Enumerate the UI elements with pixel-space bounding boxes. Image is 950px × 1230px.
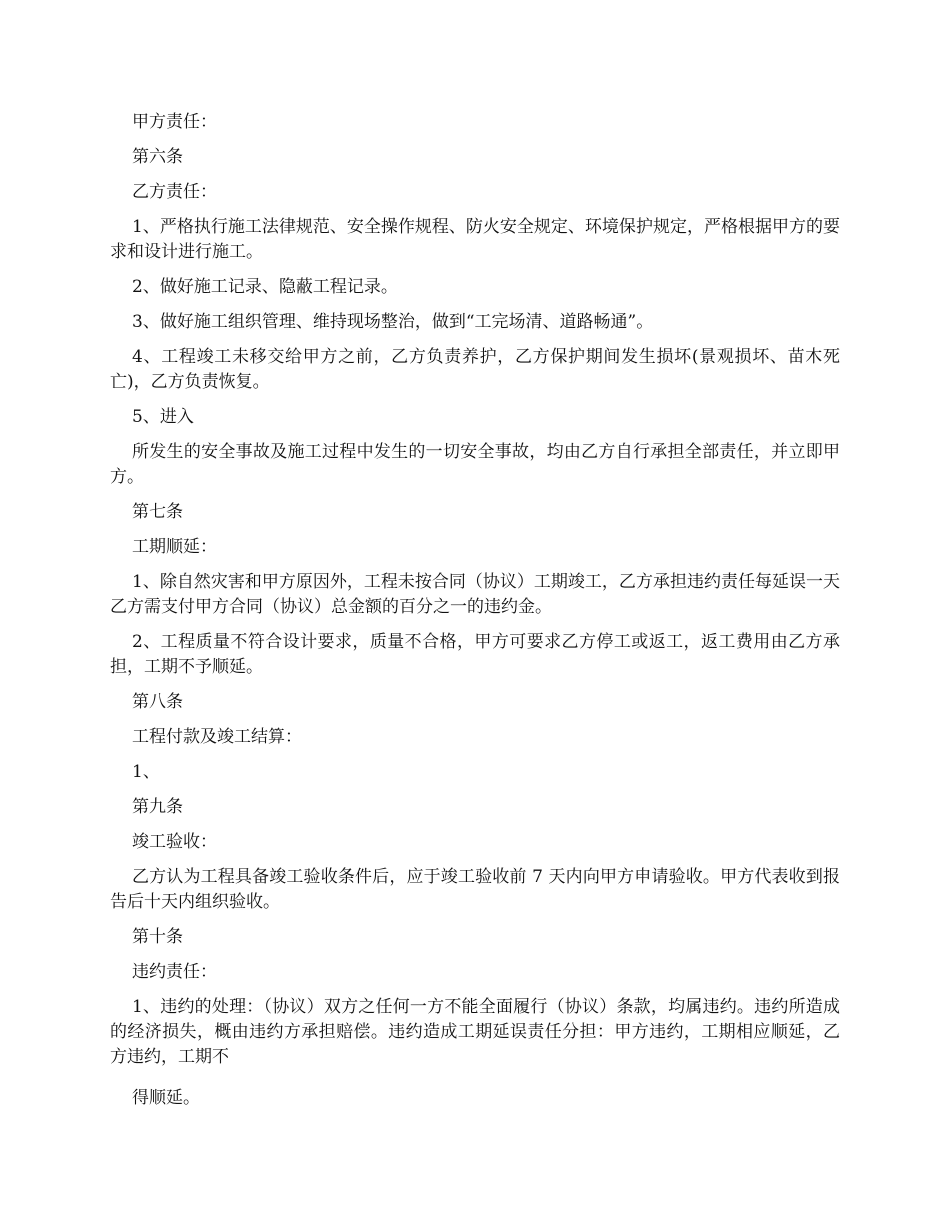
- heading-party-a-duty: 甲方责任：: [132, 112, 217, 132]
- clause-b-2: 2、做好施工记录、隐蔽工程记录。: [132, 277, 398, 297]
- heading-schedule-extension: 工期顺延：: [132, 537, 217, 557]
- article-10-title: 第十条: [132, 927, 183, 947]
- acceptance-paragraph: 乙方认为工程具备竣工验收条件后，应于竣工验收前 7 天内向甲方申请验收。甲方代表收到报告后十天内组织验收。: [110, 867, 840, 912]
- clause-breach-1: 1、违约的处理：（协议）双方之任何一方不能全面履行（协议）条款，均属违约。违约所造成的经济损失，概由违约方承担赔偿。违约造成工期延误责任分担：甲方违约，工期相应顺延，乙方违约，工期不: [110, 997, 840, 1067]
- clause-schedule-1: 1、除自然灾害和甲方原因外，工程未按合同（协议）工期竣工，乙方承担违约责任每延误一天乙方需支付甲方合同（协议）总金额的百分之一的违约金。: [110, 572, 840, 617]
- article-8-title: 第八条: [132, 692, 183, 712]
- safety-liability-paragraph: 所发生的安全事故及施工过程中发生的一切安全事故，均由乙方自行承担全部责任，并立即甲方。: [110, 442, 840, 487]
- clause-b-5: 5、进入: [132, 407, 194, 427]
- clause-schedule-2: 2、工程质量不符合设计要求，质量不合格，甲方可要求乙方停工或返工，返工费用由乙方承担，工期不予顺延。: [110, 632, 840, 677]
- article-9-title: 第九条: [132, 797, 183, 817]
- clause-payment-1: 1、: [132, 762, 160, 782]
- article-7-title: 第七条: [132, 502, 183, 522]
- heading-breach-liability: 违约责任：: [132, 962, 217, 982]
- heading-party-b-duty: 乙方责任：: [132, 182, 217, 202]
- clause-breach-1-continued: 得顺延。: [132, 1088, 200, 1108]
- clause-b-3: 3、做好施工组织管理、维持现场整治，做到“工完场清、道路畅通”。: [132, 312, 654, 332]
- article-6-title: 第六条: [132, 147, 183, 167]
- clause-b-4: 4、工程竣工未移交给甲方之前，乙方负责养护，乙方保护期间发生损坏(景观损坏、苗木死亡)，乙方负责恢复。: [110, 347, 840, 392]
- heading-acceptance: 竣工验收：: [132, 832, 217, 852]
- heading-payment-settlement: 工程付款及竣工结算：: [132, 727, 302, 747]
- clause-b-1: 1、严格执行施工法律规范、安全操作规程、防火安全规定、环境保护规定，严格根据甲方的要求和设计进行施工。: [110, 217, 840, 262]
